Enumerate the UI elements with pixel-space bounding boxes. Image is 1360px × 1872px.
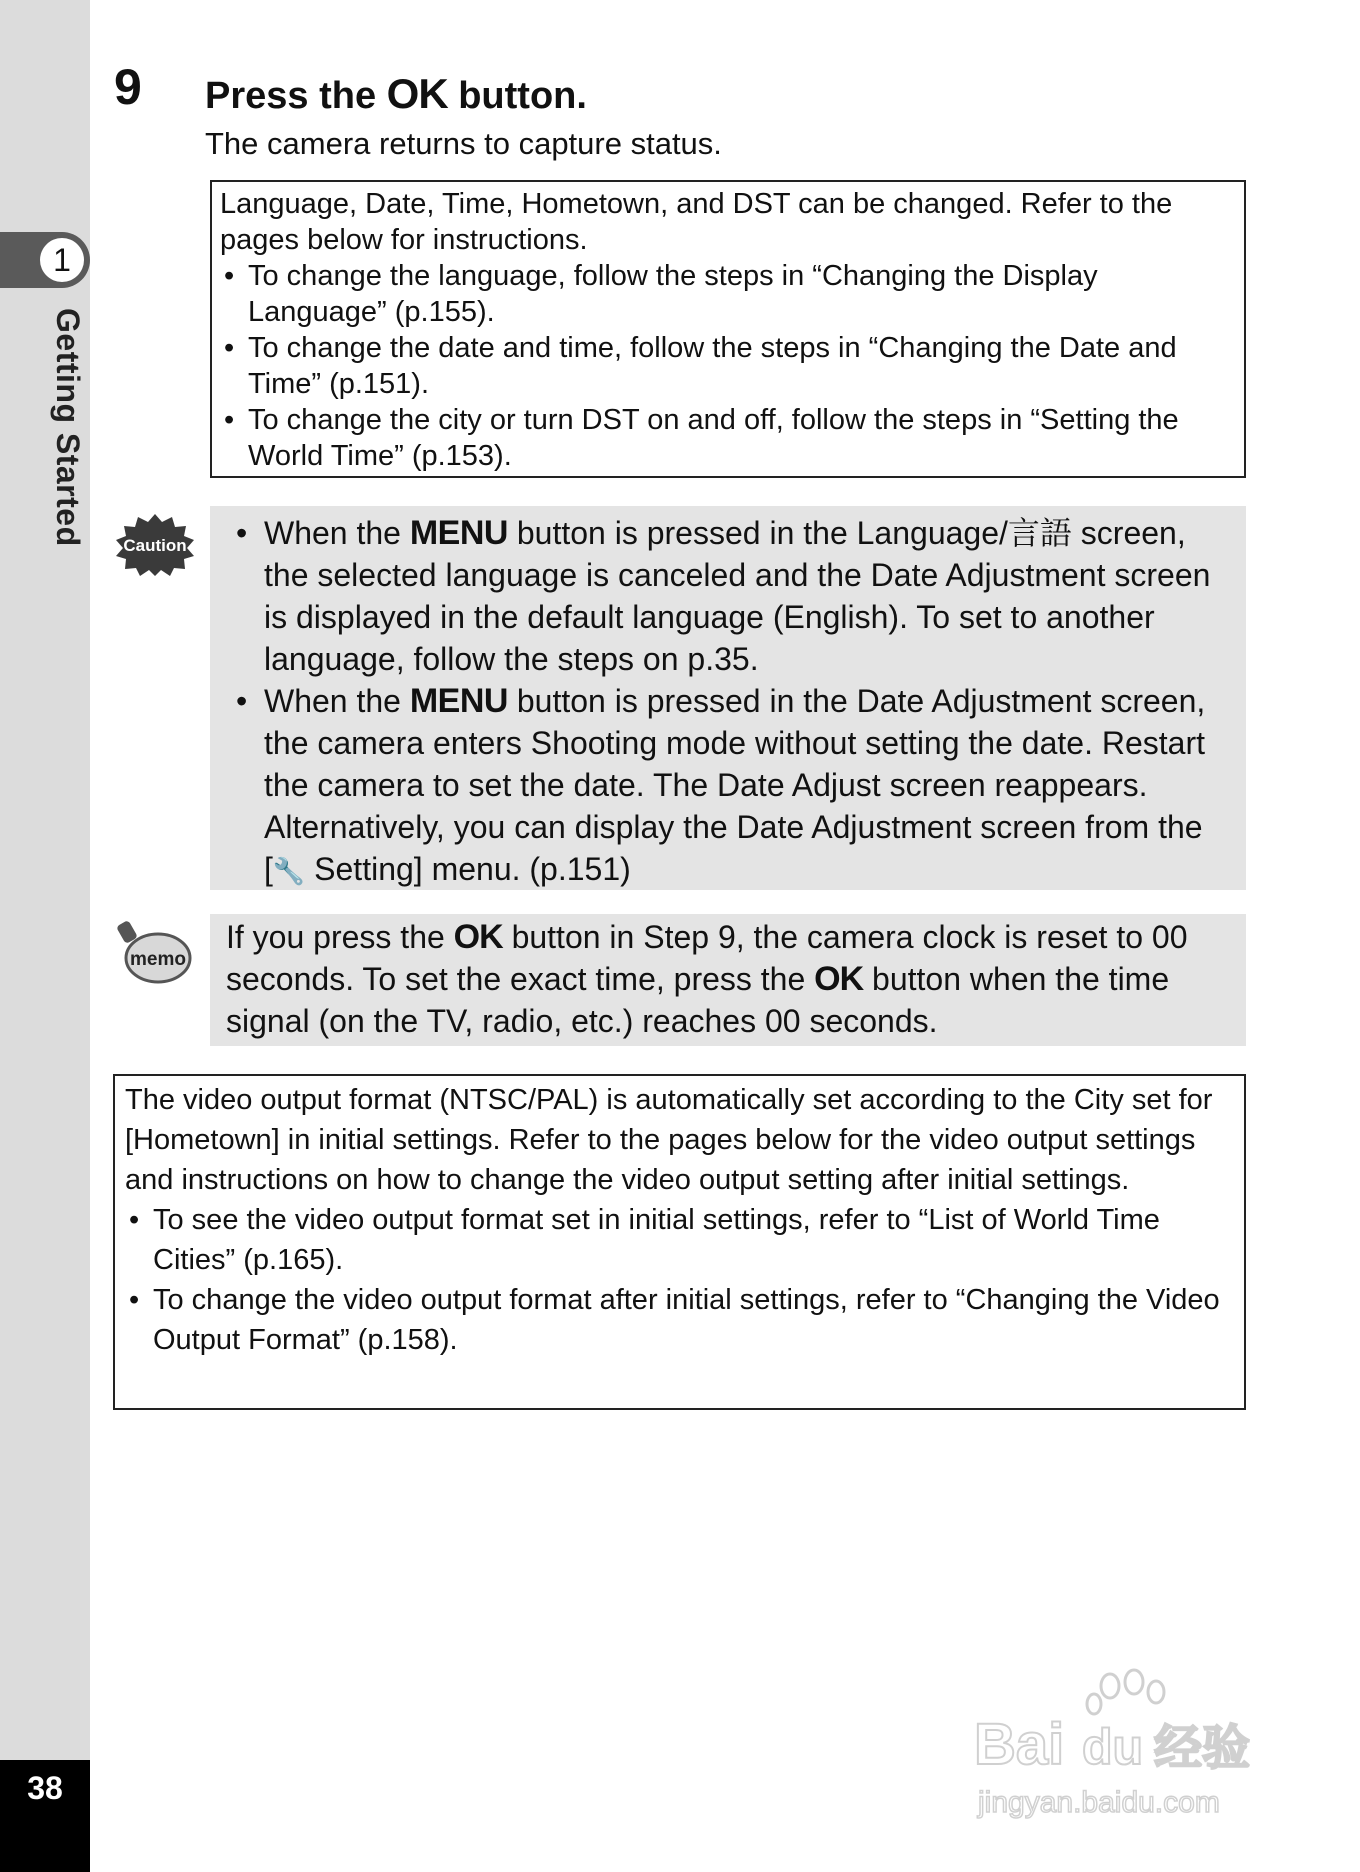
watermark-url: jingyan.baidu.com xyxy=(978,1786,1220,1819)
ok-button-glyph: OK xyxy=(386,70,448,117)
memo-icon xyxy=(116,920,192,986)
info-item: • To change the city or turn DST on and off, follow the steps in “Setting the World Time” (p.153). xyxy=(220,402,1236,474)
menu-button-glyph: MENU xyxy=(409,682,508,720)
baidu-watermark xyxy=(964,1664,1284,1824)
watermark-brand2: du xyxy=(1082,1719,1144,1775)
info-item: • To change the language, follow the steps in “Changing the Display Language” (p.155). xyxy=(220,258,1236,330)
video-item: • To see the video output format set in initial settings, refer to “List of World Time Cities” (p.165). xyxy=(125,1200,1234,1280)
step-description: The camera returns to capture status. xyxy=(205,126,722,161)
caution-icon xyxy=(114,512,196,576)
memo-icon-label: memo xyxy=(130,949,186,970)
info-item: • To change the date and time, follow the steps in “Changing the Date and Time” (p.151). xyxy=(220,330,1236,402)
settings-info-box xyxy=(210,180,1246,478)
caution-item: • When the MENU button is pressed in the Date Adjustment screen, the camera enters Shooting mode without setting the date. Restart the camera to set the date. The Date Adjust screen reappears. Alternatively, you can display the Date Adjustment screen from the [🔧 Setting] menu. (p.151) xyxy=(224,680,1236,892)
setting-icon: 🔧 xyxy=(272,856,306,886)
info-intro: Language, Date, Time, Hometown, and DST can be changed. Refer to the pages below for instructions. xyxy=(220,188,1173,256)
caution-box xyxy=(210,506,1246,890)
step-number: 9 xyxy=(114,59,142,115)
menu-button-glyph: MENU xyxy=(409,514,508,552)
watermark-brand: Bai xyxy=(974,1712,1065,1777)
page-number: 38 xyxy=(27,1770,63,1806)
video-item: • To change the video output format after initial settings, refer to “Changing the Video Output Format” (p.158). xyxy=(125,1280,1234,1360)
caution-icon-label: Caution xyxy=(123,536,187,555)
chapter-number: 1 xyxy=(40,238,84,282)
watermark-suffix: 经验 xyxy=(1154,1720,1251,1776)
ok-button-glyph: OK xyxy=(814,960,864,998)
video-output-box xyxy=(113,1074,1246,1410)
step-title: Press the OK button. xyxy=(205,70,587,117)
ok-button-glyph: OK xyxy=(453,918,503,956)
video-intro: The video output format (NTSC/PAL) is automatically set according to the City set for [Hometown] in initial settings. Refer to the pages below for the video output settings and instructions on how to change the video output setting after initial settings. xyxy=(125,1084,1213,1196)
caution-item: • When the MENU button is pressed in the Language/言語 screen, the selected language is canceled and the Date Adjustment screen is displayed in the default language (English). To set to another language, follow the steps on p.35. xyxy=(224,512,1236,680)
memo-box: If you press the OK button in Step 9, the camera clock is reset to 00 seconds. To set the exact time, press the OK button when the time signal (on the TV, radio, etc.) reaches 00 seconds. xyxy=(210,914,1246,1046)
chapter-title: Getting Started xyxy=(50,308,86,547)
